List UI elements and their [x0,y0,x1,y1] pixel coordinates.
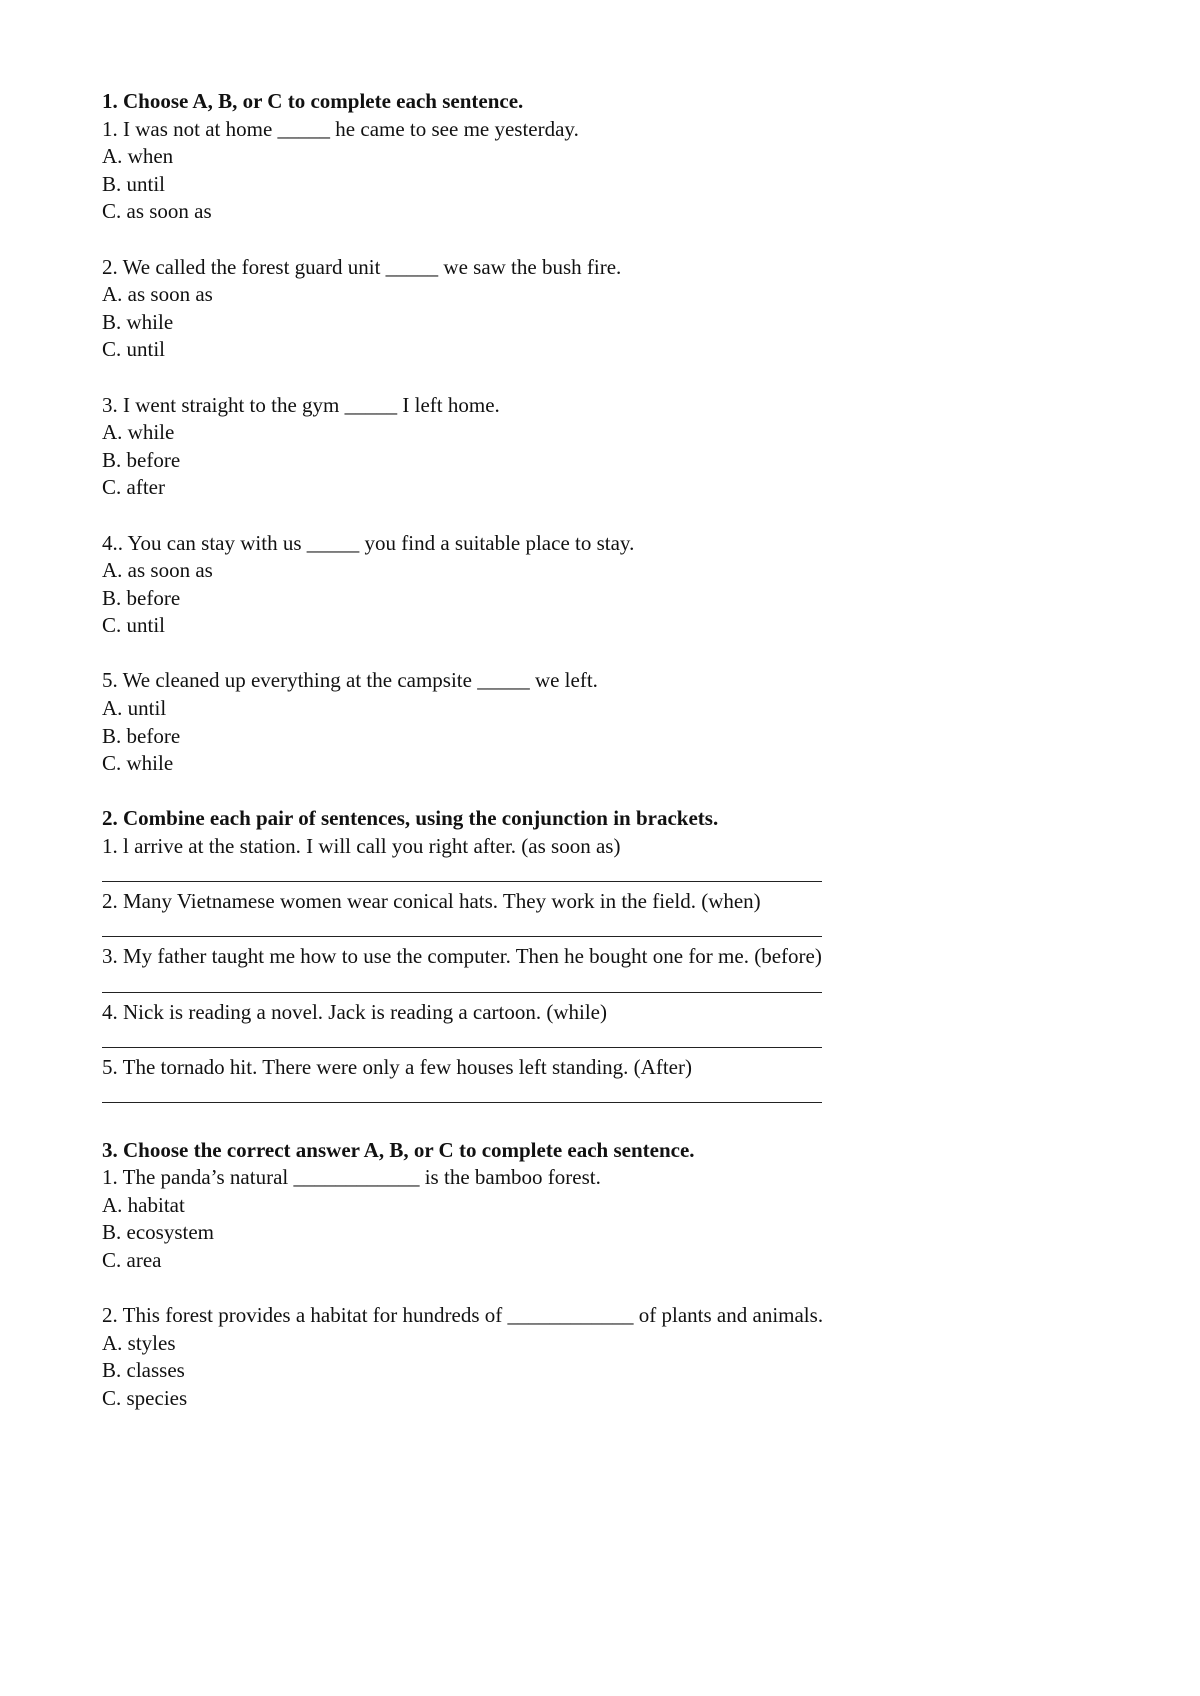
option-a: A. while [102,420,175,445]
question-1-3 [102,392,1102,502]
option-b: B. classes [102,1358,185,1383]
option-a: A. when [102,144,174,169]
section-1 [102,88,1102,778]
question-text: 2. We called the forest guard unit _____ we saw the bush fire. [102,254,622,279]
question-text: 2. This forest provides a habitat for hundreds of ____________ of plants and animals. [102,1303,824,1328]
question-1-2 [102,254,1102,364]
option-a: A. as soon as [102,282,213,307]
combine-item-3: 3. My father taught me how to use the computer. Then he bought one for me. (before) [102,944,822,969]
combine-item-2: 2. Many Vietnamese women wear conical hats. They work in the field. (when) [102,889,761,914]
option-a: A. until [102,696,167,721]
combine-item-5: 5. The tornado hit. There were only a few houses left standing. (After) [102,1054,692,1079]
spacer [102,778,1102,806]
option-a: A. as soon as [102,558,213,583]
answer-line-4[interactable] [102,1026,1102,1054]
answer-line-3[interactable] [102,971,1102,999]
option-c: C. until [102,337,166,362]
answer-line-2[interactable] [102,916,1102,944]
option-b: B. before [102,585,181,610]
combine-item-4: 4. Nick is reading a novel. Jack is reading a cartoon. (while) [102,999,607,1024]
question-1-4 [102,530,1102,640]
spacer [102,226,1102,254]
section-1-title: 1. Choose A, B, or C to complete each sentence. [102,89,524,113]
spacer [102,640,1102,668]
combine-item-1: 1. l arrive at the station. I will call you right after. (as soon as) [102,834,621,859]
spacer [102,364,1102,392]
question-3-1 [102,1164,1102,1274]
option-c: C. while [102,751,174,776]
option-a: A. habitat [102,1192,185,1217]
section-3-title: 3. Choose the correct answer A, B, or C to complete each sentence. [102,1137,695,1162]
section-2 [102,805,1102,1109]
option-c: C. until [102,613,166,638]
question-1-5 [102,667,1102,777]
option-b: B. until [102,171,166,196]
option-a: A. styles [102,1330,176,1355]
option-b: B. while [102,309,174,334]
answer-line-1[interactable] [102,861,1102,889]
question-text: 5. We cleaned up everything at the campsite _____ we left. [102,668,598,693]
question-3-2 [102,1302,1102,1412]
option-c: C. after [102,475,165,500]
question-text: 1. The panda’s natural ____________ is the bamboo forest. [102,1165,601,1190]
spacer [102,1109,1102,1137]
spacer [102,502,1102,530]
option-c: C. species [102,1385,188,1410]
spacer [102,1275,1102,1303]
option-b: B. before [102,723,181,748]
question-text: 3. I went straight to the gym _____ I left home. [102,392,500,417]
option-c: C. as soon as [102,199,212,224]
option-b: B. ecosystem [102,1220,214,1245]
question-text: 4.. You can stay with us _____ you find a suitable place to stay. [102,530,635,555]
section-3 [102,1137,1102,1413]
question-1-1 [102,116,1102,226]
worksheet [102,88,1102,1413]
option-c: C. area [102,1247,162,1272]
answer-line-5[interactable] [102,1081,1102,1109]
option-b: B. before [102,447,181,472]
question-text: 1. I was not at home _____ he came to see me yesterday. [102,116,579,141]
section-2-title: 2. Combine each pair of sentences, using the conjunction in brackets. [102,806,719,831]
